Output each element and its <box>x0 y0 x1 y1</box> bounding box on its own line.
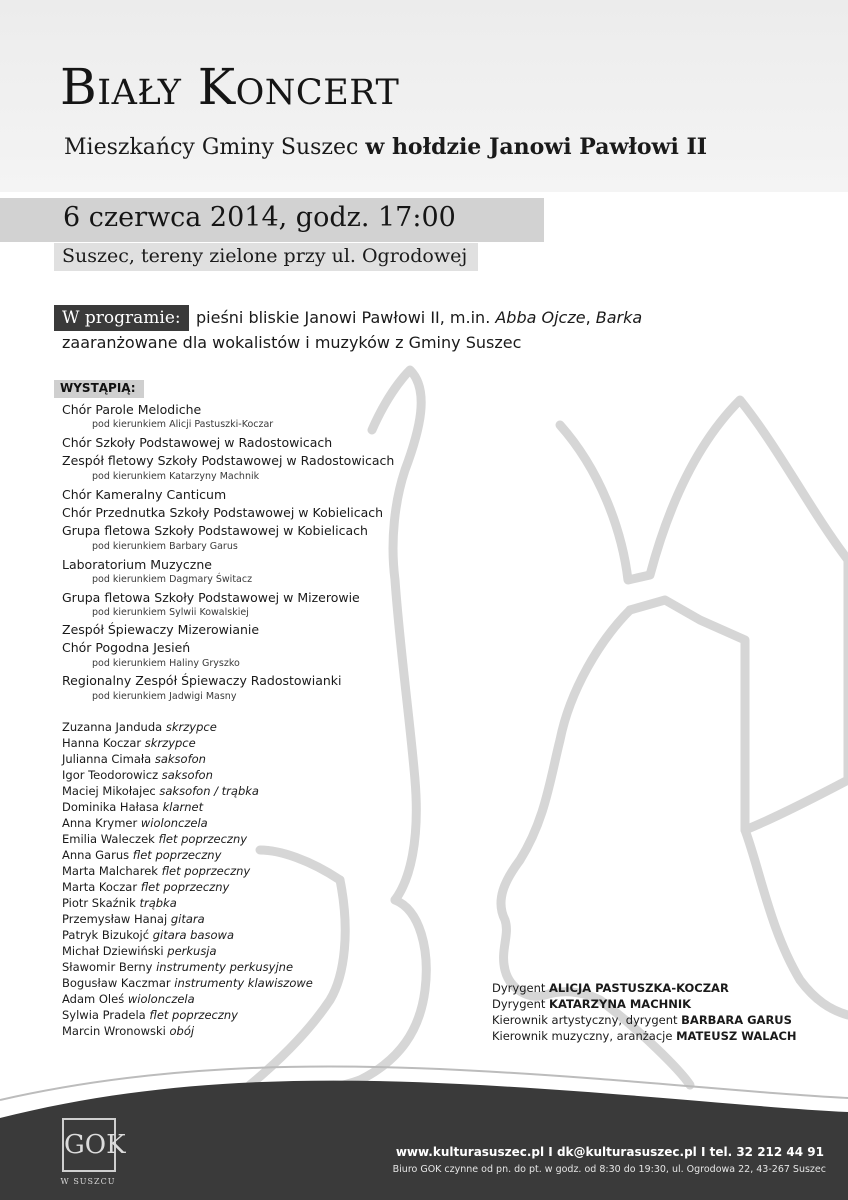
musician-instrument: wiolonczela <box>127 992 195 1006</box>
program-label: W programie: <box>54 305 189 331</box>
musician-instrument: gitara <box>170 912 205 926</box>
musician-name: Igor Teodorowicz <box>62 768 159 782</box>
poster-subtitle <box>64 134 707 160</box>
footer-office-hours: Biuro GOK czynne od pn. do pt. w godz. od 8:30 do 19:30, ul. Ogrodowa 22, 43-267 Suszec <box>392 1164 826 1175</box>
group-name: Chór Przednutka Szkoły Podstawowej w Kobielicach <box>62 505 384 520</box>
mitre-outline <box>560 400 848 830</box>
group-name: Chór Parole Melodiche <box>62 402 202 417</box>
group-director: pod kierunkiem Barbary Garus <box>92 541 238 552</box>
musician-instrument: wiolonczela <box>140 816 208 830</box>
musician <box>62 864 250 878</box>
footer-wave <box>0 1081 848 1200</box>
musician-instrument: saksofon <box>154 752 206 766</box>
group-name: Grupa fletowa Szkoły Podstawowej w Kobielicach <box>62 523 368 538</box>
conductor-line <box>492 1013 792 1027</box>
musician-instrument: obój <box>169 1024 195 1038</box>
group-name: Laboratorium Muzyczne <box>62 557 212 572</box>
musician-name: Adam Oleś <box>62 992 125 1006</box>
footer-contact: www.kulturasuszec.pl I dk@kulturasuszec.pl I tel. 32 212 44 91 <box>395 1145 824 1159</box>
group-director: pod kierunkiem Dagmary Świtacz <box>92 574 253 585</box>
program-song-1: Abba Ojcze <box>495 308 586 327</box>
conductor-line <box>492 997 691 1011</box>
musician <box>62 912 205 926</box>
musician-instrument: saksofon / trąbka <box>159 784 259 798</box>
musician <box>62 1024 194 1038</box>
musician-instrument: saksofon <box>161 768 213 782</box>
musician-instrument: instrumenty perkusyjne <box>156 960 294 974</box>
musician <box>62 976 313 990</box>
gok-logo: GOK <box>62 1118 116 1172</box>
musician-instrument: gitara basowa <box>152 928 235 942</box>
conductor-line <box>492 981 729 995</box>
musician-name: Marcin Wronowski <box>62 1024 166 1038</box>
musician-name: Marta Koczar <box>62 880 138 894</box>
group-director: pod kierunkiem Alicji Pastuszki-Koczar <box>92 419 274 430</box>
musician-name: Dominika Hałasa <box>62 800 159 814</box>
conductor-name: BARBARA GARUS <box>681 1013 792 1027</box>
musician-instrument: flet poprzeczny <box>140 880 230 894</box>
program-line-2: zaaranżowane dla wokalistów i muzyków z Gminy Suszec <box>62 333 522 352</box>
musician <box>62 880 229 894</box>
musician <box>62 816 208 830</box>
musician <box>62 1008 238 1022</box>
musician-instrument: skrzypce <box>144 736 196 750</box>
group-director: pod kierunkiem Katarzyny Machnik <box>92 471 260 482</box>
musician <box>62 960 293 974</box>
musician <box>62 944 217 958</box>
group-director: pod kierunkiem Sylwii Kowalskiej <box>92 607 249 618</box>
event-date: 6 czerwca 2014, godz. 17:00 <box>63 202 456 233</box>
group-name: Grupa fletowa Szkoły Podstawowej w Mizerowie <box>62 590 360 605</box>
jaw-outline <box>745 830 848 1015</box>
musician-name: Patryk Bizukojć <box>62 928 150 942</box>
musician <box>62 832 247 846</box>
musician-name: Bogusław Kaczmar <box>62 976 171 990</box>
musician-name: Anna Garus <box>62 848 130 862</box>
group-name: Chór Szkoły Podstawowej w Radostowicach <box>62 435 333 450</box>
poster-title: Biały Koncert <box>60 58 400 116</box>
group-director: pod kierunkiem Haliny Gryszko <box>92 658 240 669</box>
musician-name: Przemysław Hanaj <box>62 912 168 926</box>
musician <box>62 992 195 1006</box>
group-name: Chór Kameralny Canticum <box>62 487 227 502</box>
musician <box>62 768 213 782</box>
gok-logo-subtitle: W SUSZCU <box>60 1177 116 1186</box>
group-name: Regionalny Zespół Śpiewaczy Radostowianki <box>62 673 342 688</box>
group-name: Zespół fletowy Szkoły Podstawowej w Radostowicach <box>62 453 395 468</box>
musician-name: Emilia Waleczek <box>62 832 155 846</box>
musician-instrument: instrumenty klawiszowe <box>174 976 313 990</box>
musician <box>62 896 177 910</box>
musician-instrument: flet poprzeczny <box>132 848 222 862</box>
musician-name: Anna Krymer <box>62 816 138 830</box>
musician <box>62 800 203 814</box>
subtitle-plain: Mieszkańcy Gminy Suszec <box>64 135 366 160</box>
musician-name: Zuzanna Janduda <box>62 720 163 734</box>
musician <box>62 736 196 750</box>
musician-instrument: flet poprzeczny <box>149 1008 238 1022</box>
musician <box>62 752 206 766</box>
conductor-line <box>492 1029 797 1043</box>
musician-instrument: klarnet <box>162 800 204 814</box>
musician-name: Marta Malcharek <box>62 864 158 878</box>
subtitle-bold: w hołdzie Janowi Pawłowi II <box>365 134 708 160</box>
musician-instrument: flet poprzeczny <box>161 864 251 878</box>
group-name: Zespół Śpiewaczy Mizerowianie <box>62 622 260 637</box>
musician <box>62 720 217 734</box>
event-place: Suszec, tereny zielone przy ul. Ogrodowej <box>62 245 468 267</box>
crosier-outline <box>372 370 421 900</box>
conductor-role: Dyrygent <box>492 997 546 1011</box>
musician-name: Maciej Mikołajec <box>62 784 156 798</box>
performers-heading: WYSTĄPIĄ: <box>60 381 136 395</box>
musician-instrument: perkusja <box>167 944 217 958</box>
musician-instrument: flet poprzeczny <box>158 832 248 846</box>
program-line-1-prefix: pieśni bliskie Janowi Pawłowi II, m.in. <box>196 308 496 327</box>
conductor-name: MATEUSZ WALACH <box>676 1029 797 1043</box>
conductor-role: Kierownik artystyczny, dyrygent <box>492 1013 678 1027</box>
musician-name: Julianna Cimała <box>62 752 152 766</box>
program-line-1 <box>196 308 642 327</box>
conductor-name: ALICJA PASTUSZKA-KOCZAR <box>549 981 729 995</box>
group-director: pod kierunkiem Jadwigi Masny <box>92 691 237 702</box>
musician-instrument: trąbka <box>139 896 177 910</box>
group-name: Chór Pogodna Jesień <box>62 640 191 655</box>
musician-name: Michał Dziewiński <box>62 944 164 958</box>
musician <box>62 928 234 942</box>
conductor-role: Dyrygent <box>492 981 546 995</box>
musician-instrument: skrzypce <box>165 720 217 734</box>
musician-name: Sławomir Berny <box>62 960 153 974</box>
conductor-role: Kierownik muzyczny, aranżacje <box>492 1029 673 1043</box>
sleeve-outline <box>260 850 340 880</box>
musician-name: Hanna Koczar <box>62 736 145 750</box>
program-separator: , <box>585 308 596 327</box>
program-song-2: Barka <box>595 308 643 327</box>
musician <box>62 784 259 798</box>
musician <box>62 848 221 862</box>
musician-name: Sylwia Pradela <box>62 1008 146 1022</box>
musician-name: Piotr Skaźnik <box>62 896 136 910</box>
conductor-name: KATARZYNA MACHNIK <box>549 997 692 1011</box>
